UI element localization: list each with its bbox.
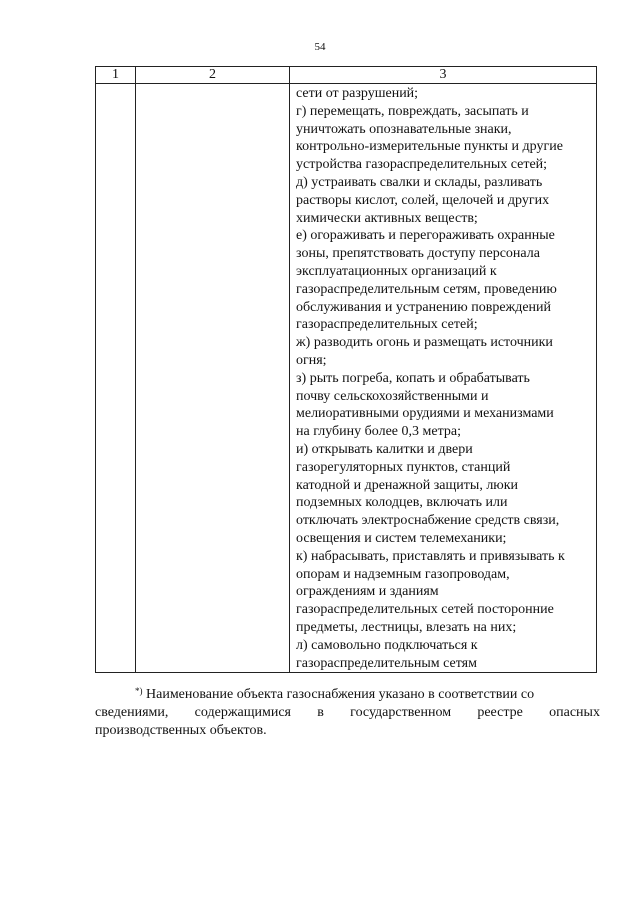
provision-line: газорегуляторных пунктов, станций [296,459,511,475]
provision-line: мелиоративными орудиями и механизмами [296,406,554,422]
provision-line: уничтожать опознавательные знаки, [296,121,512,137]
provision-line: огня; [296,352,327,368]
footnote-word: сведениями, [95,705,169,720]
provision-line: ограждениям и зданиям [296,584,439,600]
table-cell-col3 [290,84,597,673]
footnote-word: государственном [350,705,452,720]
page-number: 54 [314,41,326,53]
footnote-word: реестре [477,705,523,720]
table-cell-col1 [96,84,136,673]
provision-line: зоны, препятствовать доступу персонала [296,246,540,262]
provision-line: з) рыть погреба, копать и обрабатывать [296,370,530,386]
provision-line: д) устраивать свалки и склады, разливать [296,174,543,190]
footnote-line-1 [95,686,600,704]
column-header-3: 3 [290,67,597,84]
provision-line: ж) разводить огонь и размещать источники [296,335,553,351]
footnote-word: опасных [549,705,600,720]
column-header-1: 1 [96,67,136,84]
provision-line: опорам и надземным газопроводам, [296,566,510,582]
provision-line: сети от разрушений; [296,86,419,101]
footnote-word: содержащимися [194,705,291,720]
footnote-text-1: Наименование объекта газоснабжения указано в соответствии со [146,687,535,702]
provision-line: газораспределительных сетей; [296,317,478,333]
document-table [95,66,597,673]
table-header-row [96,67,597,84]
footnote [95,686,600,740]
provision-line: газораспределительных сетей посторонние [296,602,554,618]
column-header-2: 2 [136,67,290,84]
prohibited-actions-list [290,84,596,672]
provision-line: растворы кислот, солей, щелочей и других [296,192,550,208]
provision-line: химически активных веществ; [296,210,478,226]
footnote-line-2 [95,704,600,722]
provision-line: эксплуатационных организаций к [296,263,497,279]
provision-line: катодной и дренажной защиты, люки [296,477,519,493]
provision-line: освещения и систем телемеханики; [296,530,507,546]
provision-line: и) открывать калитки и двери [296,441,473,457]
provision-line: предметы, лестницы, влезать на них; [296,619,517,635]
provision-line: е) огораживать и перегораживать охранные [296,228,555,244]
provision-line: газораспределительным сетям, проведению [296,281,557,297]
table-row [96,84,597,673]
provision-line: контрольно-измерительные пункты и другие [296,139,563,155]
provision-line: л) самовольно подключаться к [296,637,478,653]
provision-line: подземных колодцев, включать или [296,495,508,511]
provision-line: г) перемещать, повреждать, засыпать и [296,103,529,119]
provision-line: отключать электроснабжение средств связи, [296,513,560,529]
provision-line: к) набрасывать, приставлять и привязывать к [296,548,565,564]
footnote-marker: *) [135,686,143,696]
provision-line: обслуживания и устранению повреждений [296,299,552,315]
provision-line: на глубину более 0,3 метра; [296,424,461,440]
footnote-word: в [317,705,324,720]
footnote-line-3: производственных объектов. [95,723,267,738]
provision-line: газораспределительным сетям [296,655,477,671]
provision-line: устройства газораспределительных сетей; [296,157,548,173]
provision-line: почву сельскохозяйственными и [296,388,489,404]
table-cell-col2 [136,84,290,673]
